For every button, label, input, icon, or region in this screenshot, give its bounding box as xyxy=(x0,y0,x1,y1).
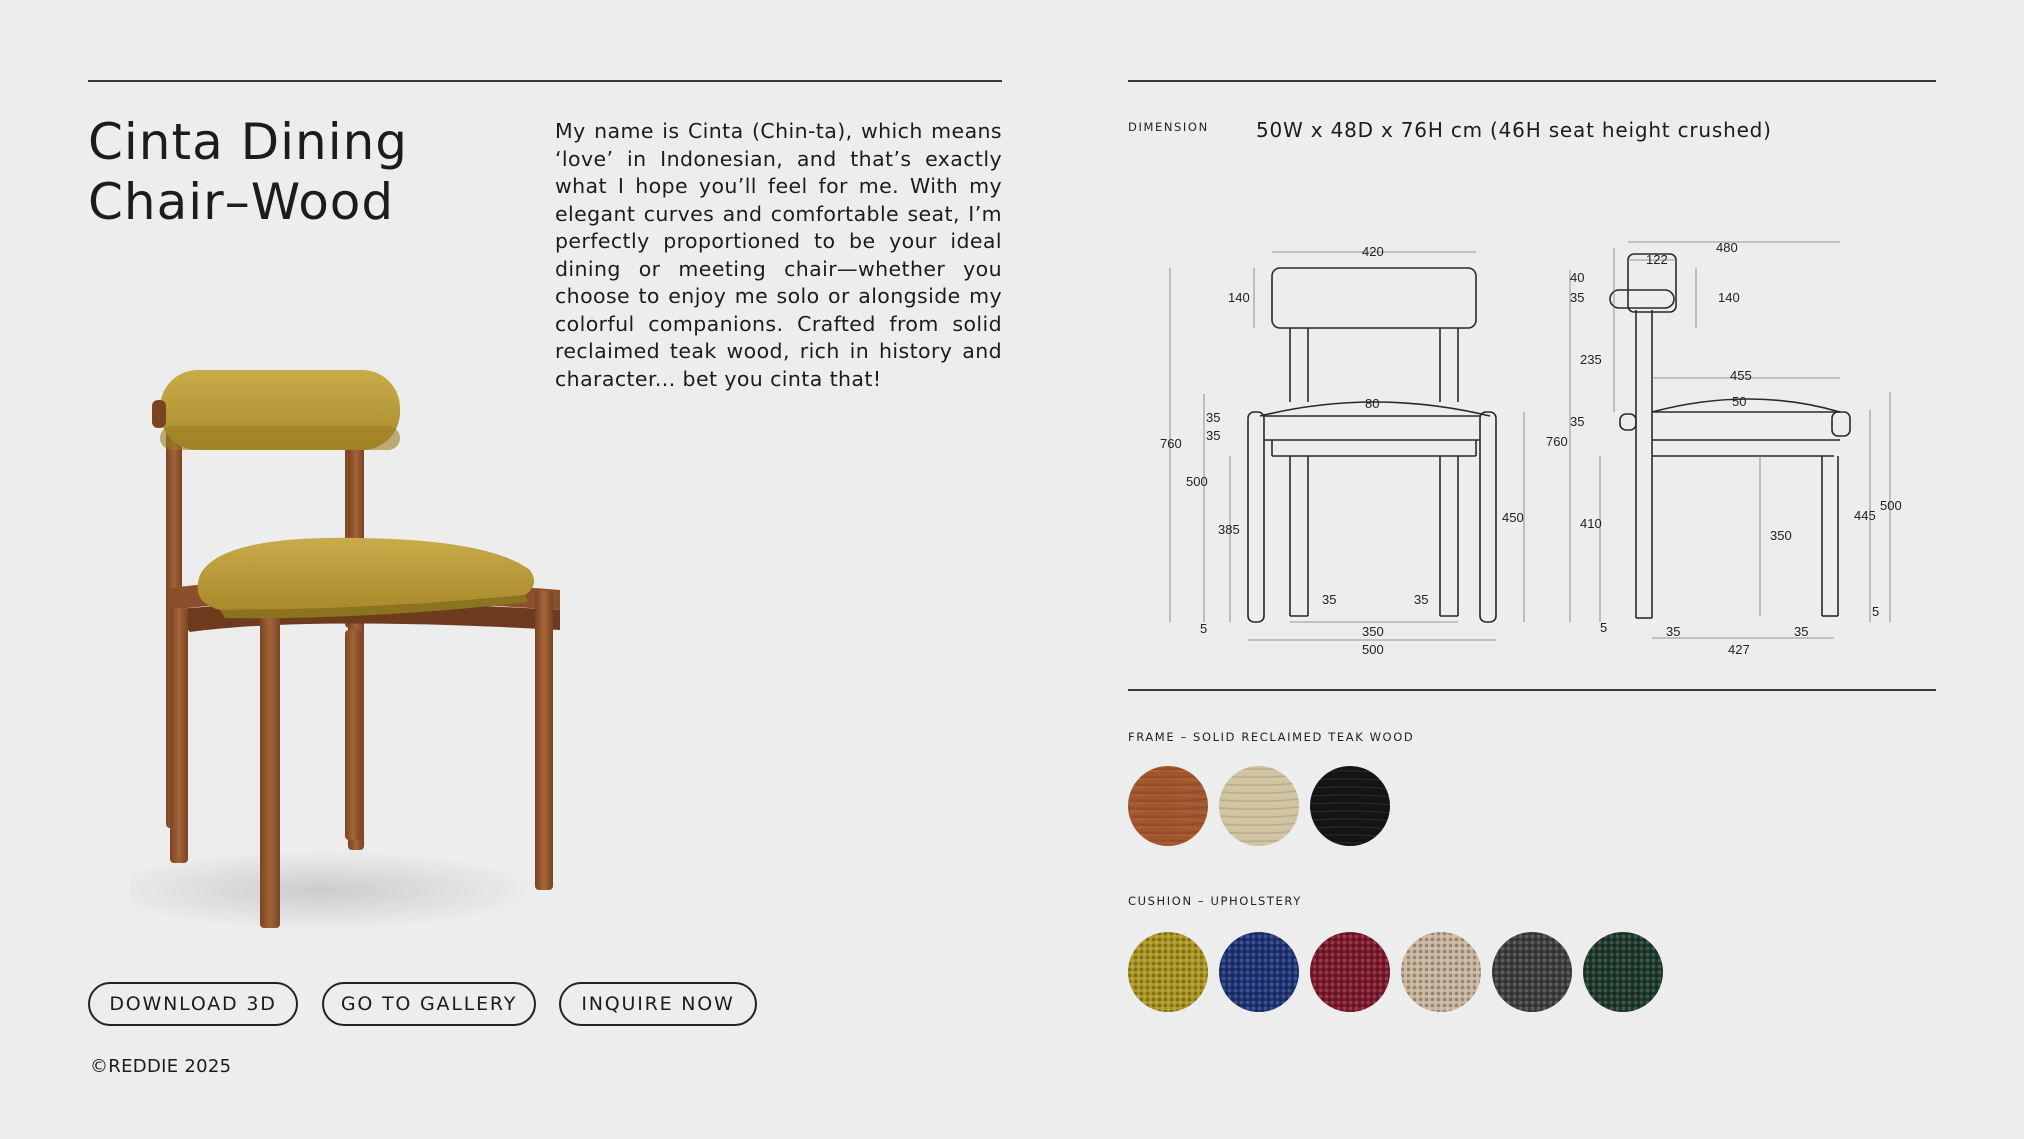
side-35c-label: 35 xyxy=(1570,414,1585,429)
front-leg-height-label: 385 xyxy=(1218,522,1240,537)
front-side-height-label: 450 xyxy=(1502,510,1524,525)
frame-swatch-black[interactable] xyxy=(1310,766,1390,846)
front-35a-label: 35 xyxy=(1206,410,1221,425)
cushion-swatch-mustard[interactable] xyxy=(1128,932,1208,1012)
front-seat-thickness-label: 80 xyxy=(1365,396,1380,411)
cushion-swatch-forest[interactable] xyxy=(1583,932,1663,1012)
copyright-text: ©REDDIE 2025 xyxy=(90,1056,232,1077)
front-total-height-label: 760 xyxy=(1160,436,1182,451)
cushion-swatch-burgundy[interactable] xyxy=(1310,932,1390,1012)
cushion-swatch-row xyxy=(1128,932,1663,1012)
front-back-height-label: 140 xyxy=(1228,290,1250,305)
frame-label: FRAME – SOLID RECLAIMED TEAK WOOD xyxy=(1128,730,1415,744)
product-description: My name is Cinta (Chin-ta), which means ‘love’ in Indonesian, and that’s exactly what I hope you’ll feel for me. With my elegant curves and comfortable seat, I’m perfectly proportioned to be your ideal dining or meeting chair—whether you choose to enjoy me solo or alongside my colorful companions. Crafted from solid reclaimed teak wood, rich in history and character... bet you cinta that! xyxy=(555,119,1002,391)
side-back-height-label: 140 xyxy=(1718,290,1740,305)
side-mid-height-label: 235 xyxy=(1580,352,1602,367)
side-445-label: 445 xyxy=(1854,508,1876,523)
download-3d-button[interactable]: DOWNLOAD 3D xyxy=(88,982,298,1026)
frame-swatch-row xyxy=(1128,766,1390,846)
side-foot-left-label: 5 xyxy=(1600,620,1608,635)
side-leg-right-label: 35 xyxy=(1794,624,1809,639)
right-top-divider xyxy=(1128,80,1936,82)
side-foot-right-label: 5 xyxy=(1872,604,1880,619)
side-base-depth-label: 427 xyxy=(1728,642,1750,657)
cushion-label: CUSHION – UPHOLSTERY xyxy=(1128,894,1302,908)
side-35-label: 35 xyxy=(1570,290,1585,305)
front-width-top-label: 420 xyxy=(1362,244,1384,259)
side-inner-height-label: 350 xyxy=(1770,528,1792,543)
side-back-depth-label: 122 xyxy=(1646,252,1668,267)
side-seat-depth-label: 455 xyxy=(1730,368,1752,383)
frame-swatch-natural-teak[interactable] xyxy=(1128,766,1208,846)
front-foot-label: 5 xyxy=(1200,621,1208,636)
side-seat-thickness-label: 50 xyxy=(1732,394,1747,409)
side-500-label: 500 xyxy=(1880,498,1902,513)
front-inner-width-label: 350 xyxy=(1362,624,1384,639)
front-35b-label: 35 xyxy=(1206,428,1221,443)
technical-drawing xyxy=(1150,230,1920,670)
side-total-height-label: 760 xyxy=(1546,434,1568,449)
front-leg-width-right-label: 35 xyxy=(1414,592,1429,607)
front-seat-height-label: 500 xyxy=(1186,474,1208,489)
right-mid-divider xyxy=(1128,689,1936,691)
cushion-swatch-charcoal[interactable] xyxy=(1492,932,1572,1012)
chair-product-image xyxy=(130,370,590,950)
cushion-swatch-oatmeal[interactable] xyxy=(1401,932,1481,1012)
cushion-swatch-navy[interactable] xyxy=(1219,932,1299,1012)
front-leg-width-left-label: 35 xyxy=(1322,592,1337,607)
front-outer-width-label: 500 xyxy=(1362,642,1384,657)
frame-swatch-whitewash[interactable] xyxy=(1219,766,1299,846)
side-depth-top-label: 480 xyxy=(1716,240,1738,255)
dimension-value: 50W x 48D x 76H cm (46H seat height crushed) xyxy=(1256,118,1772,142)
go-to-gallery-button[interactable]: GO TO GALLERY xyxy=(322,982,536,1026)
dimension-label: DIMENSION xyxy=(1128,120,1209,134)
product-title-line-1: Cinta Dining xyxy=(88,113,409,171)
side-leg-height-label: 410 xyxy=(1580,516,1602,531)
side-40-label: 40 xyxy=(1570,270,1585,285)
product-title xyxy=(88,112,408,232)
left-top-divider xyxy=(88,80,1002,82)
product-title-line-2: Chair–Wood xyxy=(88,173,395,231)
inquire-now-button[interactable]: INQUIRE NOW xyxy=(559,982,757,1026)
side-leg-left-label: 35 xyxy=(1666,624,1681,639)
